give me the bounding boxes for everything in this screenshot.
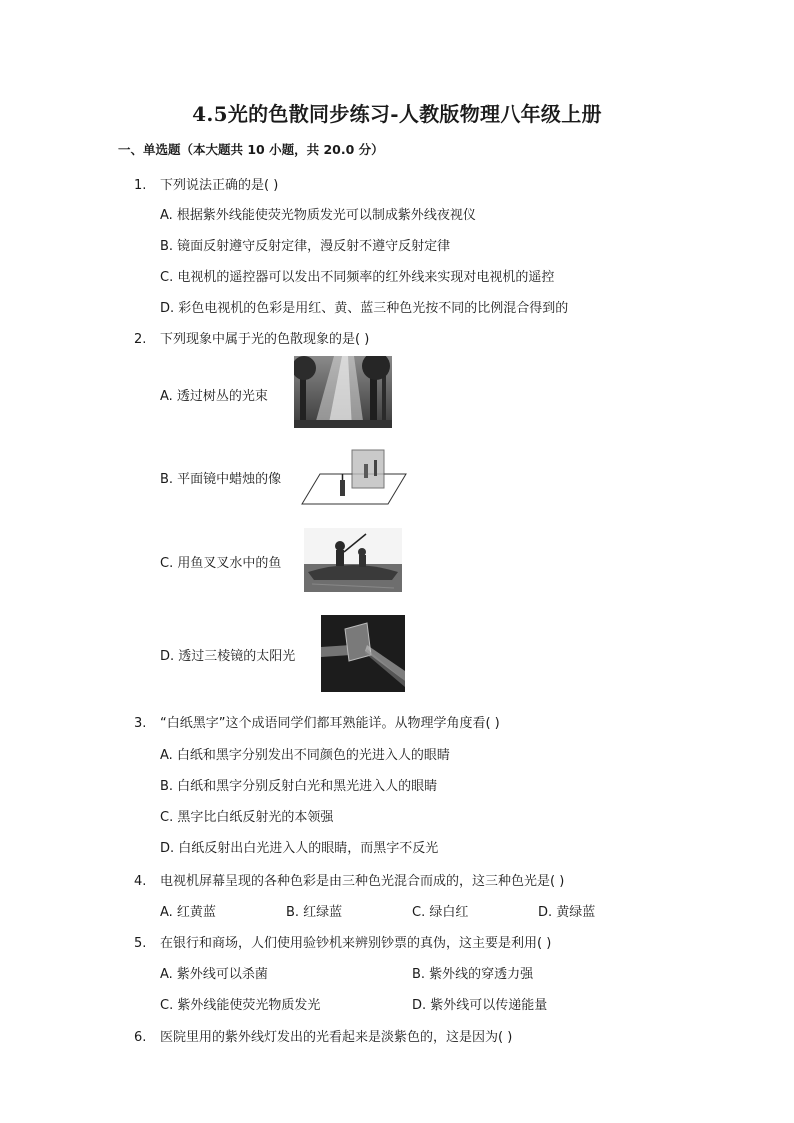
q5-option-d: D. 紫外线可以传递能量	[412, 998, 548, 1013]
q4-option-d: D. 黄绿蓝	[538, 905, 596, 920]
question-stem: 在银行和商场，人们使用验钞机来辨别钞票的真伪，这主要是利用( )	[160, 936, 552, 951]
q2-option-b: B. 平面镜中蜡烛的像	[160, 472, 282, 487]
question-number: 3.	[134, 716, 147, 731]
q5-option-a: A. 紫外线可以杀菌	[160, 967, 268, 982]
question-stem: 医院里用的紫外线灯发出的光看起来是淡紫色的，这是因为( )	[160, 1030, 513, 1045]
q4-option-b: B. 红绿蓝	[286, 905, 343, 920]
question-2	[134, 328, 369, 347]
question-1	[134, 174, 278, 193]
question-number: 5.	[134, 936, 147, 951]
question-number: 2.	[134, 332, 147, 347]
q3-option-a: A. 白纸和黑字分别发出不同颜色的光进入人的眼睛	[160, 748, 450, 763]
q1-option-b: B. 镜面反射遵守反射定律，漫反射不遵守反射定律	[160, 239, 451, 254]
q5-option-c: C. 紫外线能使荧光物质发光	[160, 998, 321, 1013]
question-stem: “白纸黑字”这个成语同学们都耳熟能详。从物理学角度看( )	[160, 716, 500, 731]
q2-option-a: A. 透过树丛的光束	[160, 389, 268, 404]
page-title: 4.5光的色散同步练习-人教版物理八年级上册	[192, 102, 602, 126]
question-number: 4.	[134, 874, 147, 889]
q2-option-d: D. 透过三棱镜的太阳光	[160, 649, 296, 664]
q2-option-c: C. 用鱼叉叉水中的鱼	[160, 556, 282, 571]
q3-option-d: D. 白纸反射出白光进入人的眼睛，而黑字不反光	[160, 841, 439, 856]
question-stem: 电视机屏幕呈现的各种色彩是由三种色光混合而成的，这三种色光是( )	[160, 874, 565, 889]
forest-light-image	[294, 356, 392, 428]
question-3	[134, 712, 500, 731]
question-6	[134, 1026, 512, 1045]
q4-option-a: A. 红黄蓝	[160, 905, 216, 920]
q1-option-a: A. 根据紫外线能使荧光物质发光可以制成紫外线夜视仪	[160, 208, 476, 223]
fish-spear-image	[304, 528, 402, 592]
q5-option-b: B. 紫外线的穿透力强	[412, 967, 534, 982]
question-5	[134, 932, 551, 951]
q1-option-d: D. 彩色电视机的色彩是用红、黄、蓝三种色光按不同的比例混合得到的	[160, 301, 569, 316]
section-heading: 一、单选题（本大题共 10 小题，共 20.0 分）	[118, 142, 384, 157]
mirror-candle-image	[300, 446, 408, 506]
question-number: 6.	[134, 1030, 147, 1045]
q4-option-c: C. 绿白红	[412, 905, 469, 920]
question-number: 1.	[134, 178, 147, 193]
q3-option-c: C. 黑字比白纸反射光的本领强	[160, 810, 334, 825]
question-4	[134, 870, 564, 889]
question-stem: 下列现象中属于光的色散现象的是( )	[160, 332, 370, 347]
q1-option-c: C. 电视机的遥控器可以发出不同频率的红外线来实现对电视机的遥控	[160, 270, 555, 285]
question-stem: 下列说法正确的是( )	[160, 178, 279, 193]
q3-option-b: B. 白纸和黑字分别反射白光和黑光进入人的眼睛	[160, 779, 438, 794]
prism-image	[321, 615, 405, 692]
